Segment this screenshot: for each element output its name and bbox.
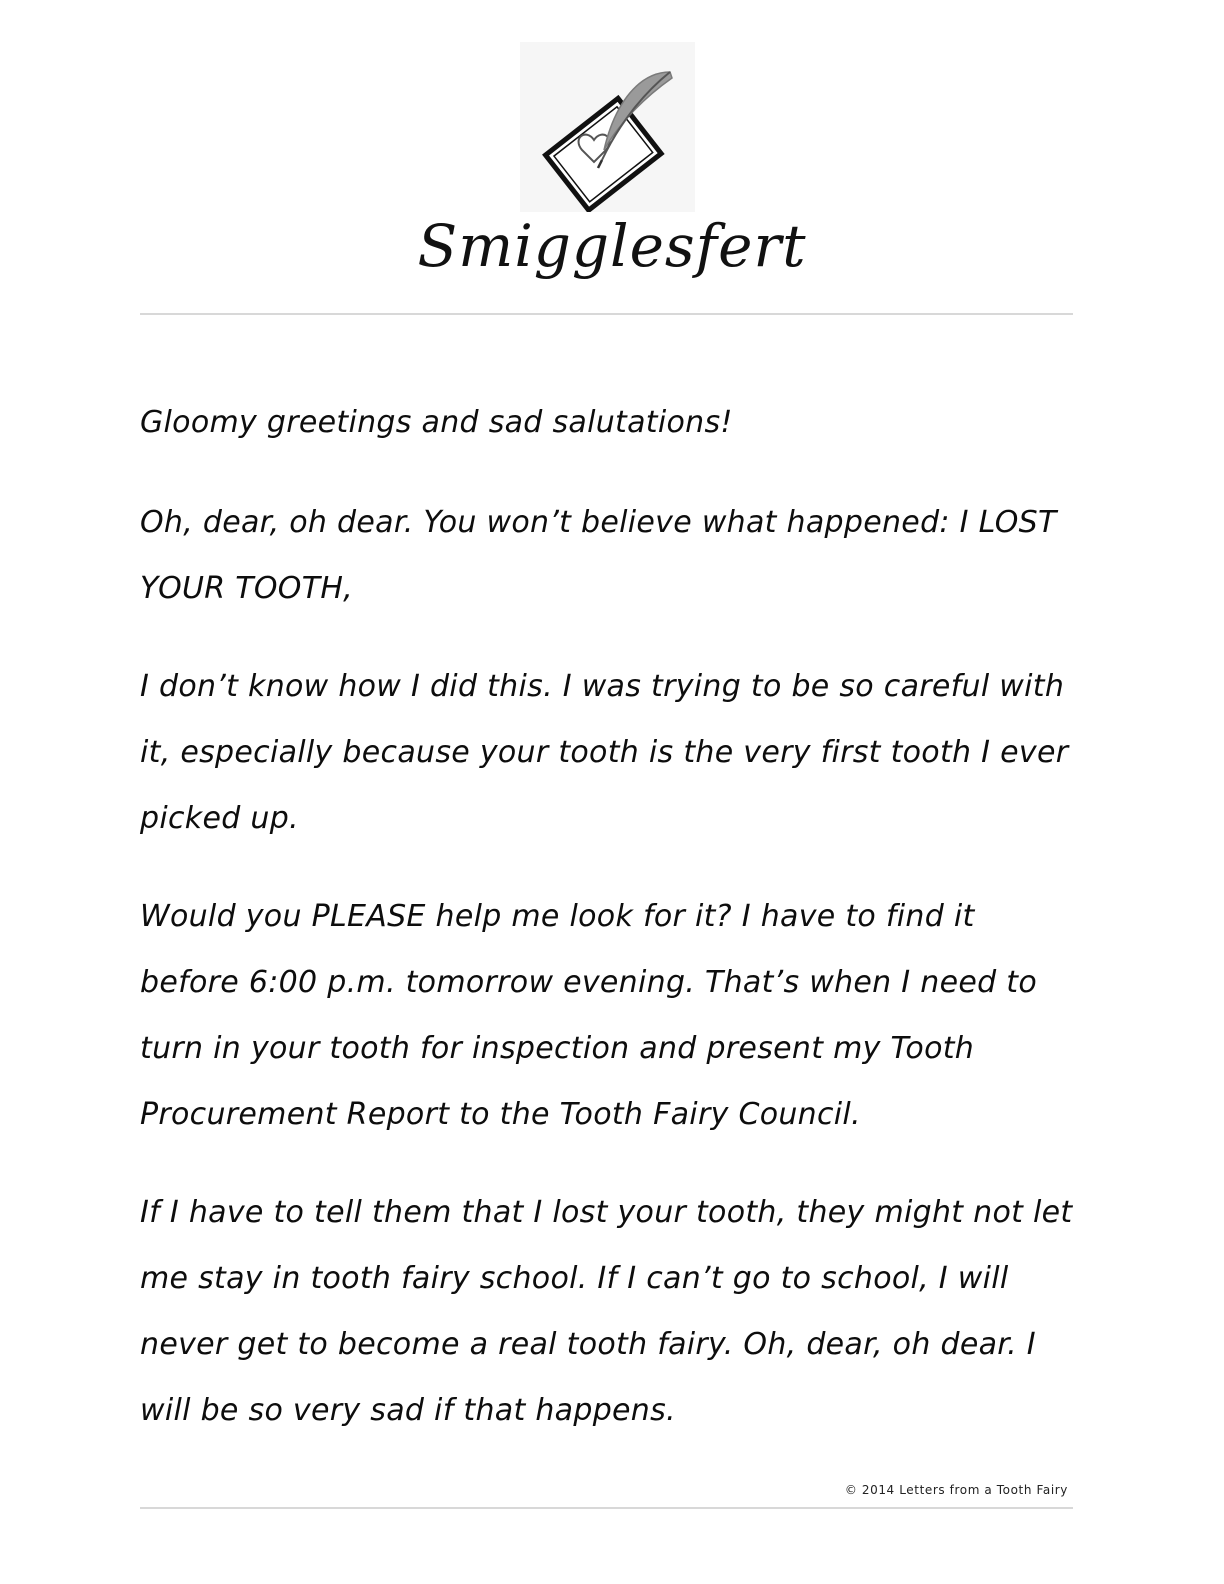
letter-paragraph: Oh, dear, oh dear. You won’t believe what happened: I LOST YOUR TOOTH, xyxy=(140,505,1057,606)
footer-divider xyxy=(140,1507,1073,1509)
brand-name: Smigglesfert xyxy=(417,212,807,280)
header-divider xyxy=(140,313,1073,315)
letter-body xyxy=(140,390,1080,1476)
letter-greeting: Gloomy greetings and sad salutations! xyxy=(140,405,733,440)
copyright-notice: © 2014 Letters from a Tooth Fairy xyxy=(844,1483,1068,1497)
letter-paragraph: I don’t know how I did this. I was trying to be so careful with it, especially because your tooth is the very first tooth I ever picked up. xyxy=(140,669,1069,836)
letter-paragraph: If I have to tell them that I lost your tooth, they might not let me stay in tooth fairy school. If I can’t go to school, I will never get to become a real tooth fairy. Oh, dear, oh dear. I will be so very sad if that happens. xyxy=(140,1195,1073,1428)
letter-paragraph: Would you PLEASE help me look for it? I have to find it before 6:00 p.m. tomorrow evening. That’s when I need to turn in your tooth for inspection and present my Tooth Procurement Report to the Tooth Fairy Council. xyxy=(140,899,1038,1132)
letter-and-quill-icon xyxy=(520,42,695,212)
